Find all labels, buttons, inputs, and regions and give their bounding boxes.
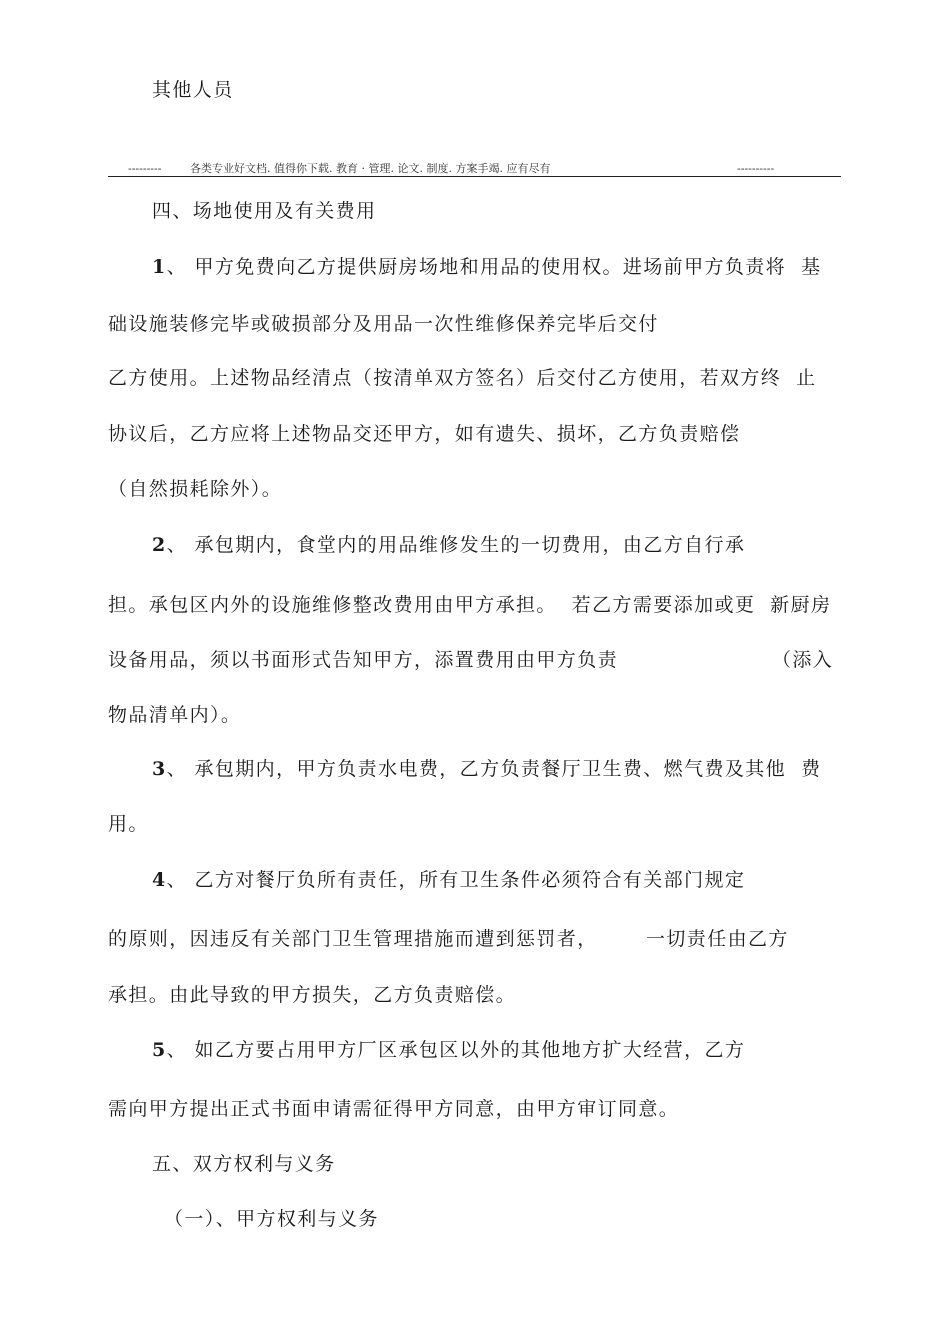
- subsection-heading: （一）、甲方权利与义务: [164, 1208, 379, 1230]
- item-2-line-4: 物品清单内）。: [108, 704, 242, 726]
- continuation-text: 其他人员: [152, 79, 234, 101]
- header-rule: [108, 176, 841, 177]
- item-separator: 、: [166, 534, 188, 556]
- item-3-line-1: [152, 757, 821, 781]
- item-number: 2: [152, 534, 167, 556]
- item-5-line-2: 需向甲方提出正式书面申请需征得甲方同意，由甲方审订同意。: [108, 1098, 680, 1120]
- header-text: 各类专业好文档. 值得你下载. 教育 · 管理. 论文. 制度. 方案手竭. 应有尽有: [190, 162, 551, 175]
- item-5-line-1: [152, 1038, 745, 1062]
- item-text: 承包期内，甲方负责水电费，乙方负责餐厅卫生费、燃气费及其他 费: [194, 758, 822, 780]
- item-text: 如乙方要占用甲方厂区承包区以外的其他地方扩大经营，乙方: [194, 1039, 746, 1061]
- item-1-line-4: 协议后，乙方应将上述物品交还甲方，如有遗失、损坏，乙方负责赔偿: [108, 423, 741, 445]
- header-left-dashes: ---------: [128, 162, 162, 175]
- item-separator: 、: [166, 256, 188, 278]
- section-heading: 四、场地使用及有关费用: [152, 200, 377, 222]
- item-text: 承包期内，食堂内的用品维修发生的一切费用，由乙方自行承: [194, 534, 746, 556]
- item-4-line-1: [152, 868, 745, 892]
- item-4-line-2a: 的原则，因违反有关部门卫生管理措施而遭到惩罚者，: [108, 928, 598, 950]
- header-right-dashes: ----------: [737, 162, 775, 175]
- item-1-line-5: （自然损耗除外）。: [108, 478, 283, 500]
- item-2-line-3b: （添入: [772, 649, 834, 671]
- item-separator: 、: [166, 1039, 188, 1061]
- item-1-line-2: 础设施装修完毕或破损部分及用品一次性维修保养完毕后交付: [108, 313, 659, 335]
- item-number: 5: [152, 1039, 167, 1061]
- item-4-line-2b: 一切责任由乙方: [646, 928, 789, 950]
- item-text: 甲方免费向乙方提供厨房场地和用品的使用权。进场前甲方负责将 基: [194, 256, 822, 278]
- item-number: 1: [152, 256, 167, 278]
- section-heading: 五、双方权利与义务: [152, 1153, 336, 1175]
- item-2-line-3a: 设备用品，须以书面形式告知甲方，添置费用由甲方负责: [108, 649, 619, 671]
- item-text: 乙方对餐厅负所有责任，所有卫生条件必须符合有关部门规定: [194, 869, 746, 891]
- item-1-line-3: 乙方使用。上述物品经清点（按清单双方签名）后交付乙方使用，若双方终 止: [108, 367, 817, 389]
- item-2-line-2: 担。承包区内外的设施维修整改费用由甲方承担。 若乙方需要添加或更 新厨房: [108, 594, 832, 616]
- item-4-line-3: 承担。由此导致的甲方损失，乙方负责赔偿。: [108, 984, 517, 1006]
- item-separator: 、: [166, 869, 188, 891]
- item-number: 3: [152, 758, 167, 780]
- item-2-line-1: [152, 533, 745, 557]
- item-3-line-2: 用。: [108, 813, 149, 835]
- item-number: 4: [152, 869, 167, 891]
- item-1-line-1: [152, 255, 821, 279]
- item-separator: 、: [166, 758, 188, 780]
